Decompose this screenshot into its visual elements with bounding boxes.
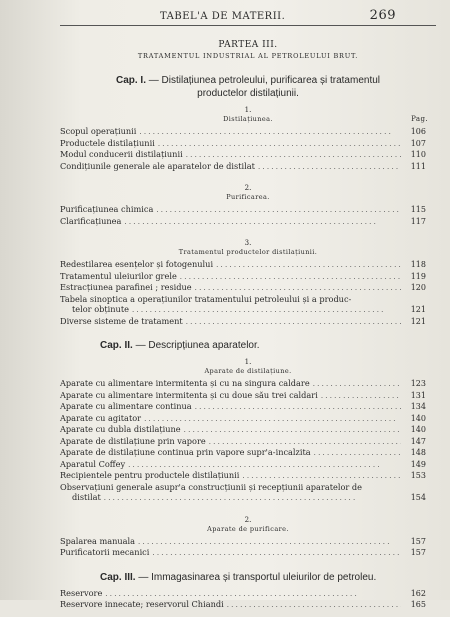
chapter-heading: Cap. II. — Descripțiunea aparatelor. <box>100 340 260 351</box>
dot-leader <box>144 414 401 425</box>
toc-entry <box>60 482 426 493</box>
dot-leader <box>156 205 401 216</box>
section-number: 2. <box>244 515 252 524</box>
entry-list <box>60 378 426 504</box>
dot-leader <box>132 305 401 316</box>
toc-entry <box>60 470 426 482</box>
chapter-label: Cap. III. <box>100 571 136 583</box>
entry-page-number: 134 <box>410 402 426 411</box>
entry-page-number: 147 <box>410 436 426 446</box>
entry-page-number: 154 <box>410 493 426 502</box>
dot-leader <box>314 448 401 459</box>
entry-text: Aparatul Coffey <box>60 458 126 469</box>
entry-page-number: 131 <box>410 390 426 400</box>
toc-entry <box>60 271 426 283</box>
entry-page-number: 148 <box>410 448 426 457</box>
entry-page-number: 120 <box>410 283 426 292</box>
section-title <box>60 248 436 256</box>
dot-leader <box>258 162 401 173</box>
entry-page-number: 153 <box>410 471 426 480</box>
toc-entry <box>60 282 426 294</box>
toc-entry <box>60 294 426 305</box>
dot-leader <box>186 317 401 328</box>
spacer <box>60 327 436 333</box>
entry-page-number: 140 <box>410 413 426 423</box>
toc-entry <box>60 401 426 413</box>
toc-entry <box>60 492 426 504</box>
entry-text: Tabela sinoptica a operațiunilor tratamentului petroleului și a produc- <box>60 293 352 304</box>
dot-leader <box>321 391 401 402</box>
entry-text: Aparate cu alimentare continua <box>60 401 192 411</box>
toc-entry <box>60 126 426 138</box>
entry-text: Aparate cu agitator <box>60 412 142 423</box>
section-title-text: Tratamentul productelor distilațiunii. <box>178 248 318 256</box>
section-title-text: Purificarea. <box>226 193 270 201</box>
dot-leader <box>180 272 401 283</box>
chapter-heading: Cap. III. — Immagasinarea și transportul uleiurilor de petroleu. <box>100 571 377 583</box>
entry-page-number: 165 <box>410 600 426 609</box>
entry-text: Estracțiunea parafinei ; residue <box>60 282 192 292</box>
entry-list <box>60 204 426 227</box>
section-number: 2. <box>244 184 252 192</box>
toc-entry <box>60 547 426 559</box>
section-title <box>60 367 436 375</box>
header-title: TABEL'A DE MATERII. <box>160 11 286 22</box>
spacer <box>60 172 436 178</box>
spacer <box>60 504 436 510</box>
entry-page-number: 110 <box>410 150 426 159</box>
toc-entry <box>60 536 426 548</box>
entry-page-number: 121 <box>410 316 426 326</box>
entry-text: Purificatorii mecanici <box>60 547 150 557</box>
entry-text: Spalarea manuala <box>60 535 136 546</box>
part-subtitle: TRATAMENTUL INDUSTRIAL AL PETROLEULUI BRUT. <box>137 52 359 60</box>
toc-entry <box>60 161 426 173</box>
entry-list <box>60 536 426 559</box>
entry-page-number: 140 <box>410 425 426 434</box>
toc-entry <box>60 459 426 471</box>
spacer <box>60 611 436 617</box>
entry-text: Redestilarea esențelor și fotogenului <box>60 259 214 269</box>
entry-text: Aparate cu alimentare intermitenta și cu doue său trei caldari <box>60 389 318 400</box>
entry-page-number: 111 <box>410 161 426 171</box>
section-number: 1. <box>244 106 252 114</box>
entry-text: Recipientele pentru productele distilațiunii <box>60 470 240 480</box>
toc-entry <box>60 259 426 271</box>
dot-leader <box>195 402 401 413</box>
toc-entry <box>60 204 426 216</box>
entry-text: Clarificațiunea <box>60 215 122 226</box>
section-number: 3. <box>244 239 252 247</box>
chapter-label: Cap. I. <box>115 75 146 86</box>
toc-entry <box>60 424 426 436</box>
section-number: 1. <box>244 358 252 366</box>
section-title <box>60 115 436 123</box>
toc-entry <box>60 436 426 448</box>
entry-text: Reservore innecate; reservorul Chiandi <box>60 599 224 609</box>
page-column-label: Pag. <box>411 115 428 123</box>
entry-page-number: 106 <box>410 127 426 136</box>
spacer <box>60 227 436 233</box>
table-of-contents <box>60 74 436 617</box>
dot-leader <box>209 437 401 448</box>
entry-text: Scopul operațiunii <box>60 126 137 136</box>
entry-text: Tratamentul uleiurilor grele <box>60 270 177 281</box>
entry-text: Aparate de distilațiune continua prin vapore supr'a-incalzita <box>60 447 311 457</box>
entry-text: Aparate cu dubla distilațiune <box>60 424 181 434</box>
dot-leader <box>138 537 401 548</box>
entry-page-number: 107 <box>410 138 426 148</box>
part-title: PARTEA III. <box>218 40 278 50</box>
entry-list <box>60 588 426 611</box>
entry-page-number: 117 <box>410 216 426 226</box>
toc-entry <box>60 149 426 161</box>
dot-leader <box>227 600 401 611</box>
dot-leader <box>313 379 401 390</box>
entry-text: distilat <box>72 492 101 502</box>
dot-leader <box>242 471 401 482</box>
toc-entry <box>60 216 426 228</box>
section-title-text: Aparate de purificare. <box>207 524 289 533</box>
entry-list <box>60 259 426 327</box>
dot-leader <box>216 260 401 271</box>
dot-leader <box>152 548 401 559</box>
toc-entry <box>60 599 426 611</box>
dot-leader <box>104 493 401 504</box>
section-title-text: Distilațiunea. <box>223 115 273 123</box>
dot-leader <box>158 139 401 150</box>
section-title <box>60 525 436 533</box>
dot-leader <box>186 150 401 161</box>
dot-leader <box>128 460 401 471</box>
chapter-heading: Cap. I. — Distilațiunea petroleului, purificarea și tratamentul productelor distilațiunii. <box>115 75 380 99</box>
entry-list <box>60 126 426 172</box>
running-header <box>60 8 436 26</box>
entry-text: Aparate de distilațiune prin vapore <box>60 435 206 446</box>
toc-entry <box>60 304 426 316</box>
entry-page-number: 149 <box>410 459 426 469</box>
entry-text: Productele distilațiunii <box>60 137 155 148</box>
entry-text: Aparate cu alimentare intermitenta și cu na singura caldare <box>60 378 310 388</box>
toc-entry <box>60 588 426 600</box>
section-title <box>60 193 436 201</box>
entry-page-number: 119 <box>410 271 426 281</box>
dot-leader <box>105 589 401 600</box>
entry-page-number: 162 <box>410 588 426 598</box>
spacer <box>60 559 436 565</box>
section-title-text: Aparate de distilațiune. <box>204 367 292 375</box>
entry-text: telor obținute <box>72 304 129 314</box>
toc-entry <box>60 447 426 459</box>
toc-entry <box>60 138 426 150</box>
entry-page-number: 157 <box>410 548 426 557</box>
entry-page-number: 118 <box>410 260 426 269</box>
dot-leader <box>195 283 401 294</box>
dot-leader <box>124 217 401 228</box>
entry-page-number: 121 <box>410 305 426 314</box>
entry-page-number: 157 <box>410 536 426 546</box>
toc-entry <box>60 378 426 390</box>
toc-entry <box>60 316 426 328</box>
entry-text: Condițiunile generale ale aparatelor de distilat <box>60 160 255 171</box>
entry-text: Reservore <box>60 587 103 598</box>
entry-text: Modul conducerii distilațiunii <box>60 149 183 159</box>
dot-leader <box>139 127 401 138</box>
toc-entry <box>60 390 426 402</box>
chapter-label: Cap. II. <box>100 340 133 351</box>
page-number: 269 <box>369 8 396 23</box>
entry-page-number: 115 <box>410 205 426 214</box>
entry-text: Observațiuni generale asupr'a construcțiunii și recepțiunii aparatelor de <box>60 481 362 492</box>
dot-leader <box>184 425 401 436</box>
toc-entry <box>60 413 426 425</box>
entry-text: Purificațiunea chimica <box>60 204 154 214</box>
entry-text: Diverse sisteme de tratament <box>60 315 183 326</box>
entry-page-number: 123 <box>410 379 426 388</box>
